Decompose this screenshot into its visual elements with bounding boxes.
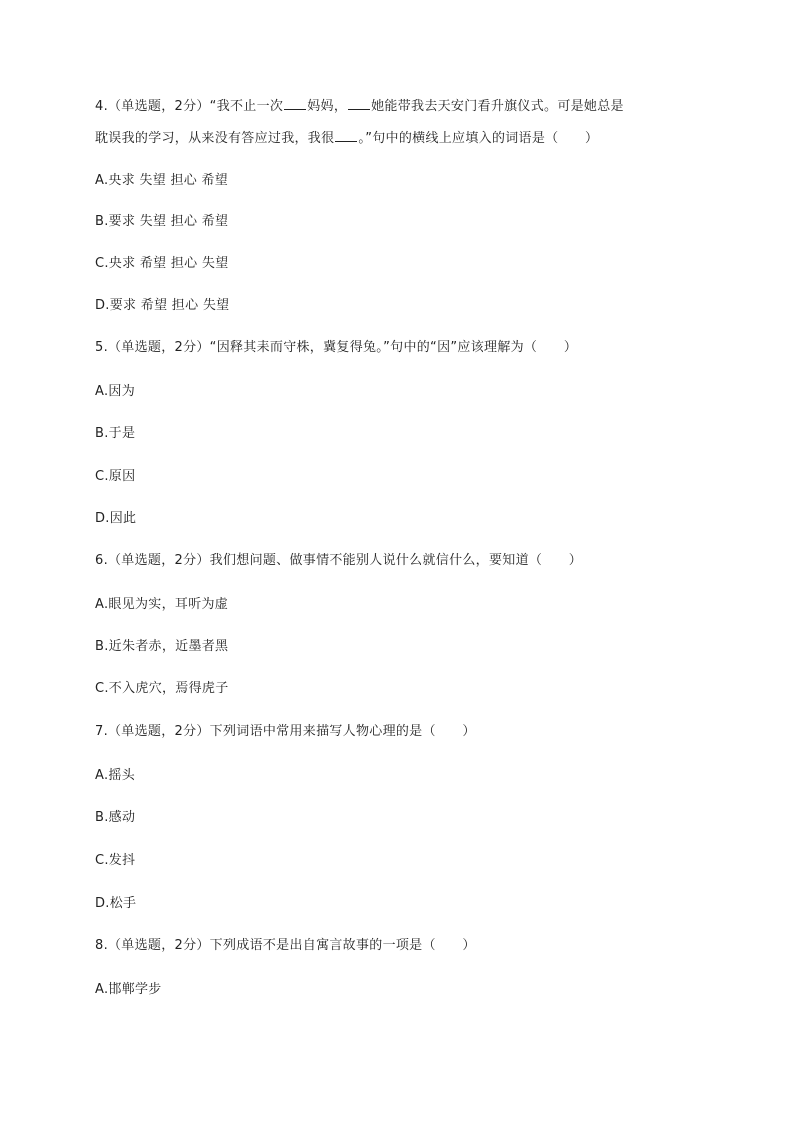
q4-option-c: C.央求 希望 担心 失望 xyxy=(95,256,229,271)
q5-option-a: A.因为 xyxy=(95,384,135,399)
q7-option-d: D.松手 xyxy=(95,896,137,911)
q4-text-part-5: 。”句中的横线上应填入的词语是（ ） xyxy=(358,131,599,146)
q5-option-d: D.因此 xyxy=(95,511,137,526)
q4-blank-2 xyxy=(348,96,370,110)
q4-option-b: B.要求 失望 担心 希望 xyxy=(95,214,229,229)
q5-option-c: C.原因 xyxy=(95,469,136,484)
q6-option-a: A.眼见为实，耳听为虚 xyxy=(95,597,229,612)
q4-text-part-2: 妈妈， xyxy=(307,99,348,114)
q4-text-part-3: 她能带我去天安门看升旗仪式。可是她总是 xyxy=(371,99,624,114)
q4-option-d: D.要求 希望 担心 失望 xyxy=(95,298,230,313)
question-8-stem: 8.（单选题，2分）下列成语不是出自寓言故事的一项是（ ） xyxy=(95,938,476,953)
q4-blank-3 xyxy=(335,128,357,142)
q6-option-b: B.近朱者赤，近墨者黑 xyxy=(95,639,229,654)
question-5-stem: 5.（单选题，2分）“因释其耒而守株，冀复得兔。”句中的“因”应该理解为（ ） xyxy=(95,340,578,355)
q7-option-b: B.感动 xyxy=(95,810,136,825)
question-7-stem: 7.（单选题，2分）下列词语中常用来描写人物心理的是（ ） xyxy=(95,724,476,739)
q4-option-a: A.央求 失望 担心 希望 xyxy=(95,173,229,188)
q4-blank-1 xyxy=(284,96,306,110)
q5-option-b: B.于是 xyxy=(95,426,136,441)
q4-text-part-1: 4.（单选题，2分）“我不止一次 xyxy=(95,99,284,114)
question-4-stem-line-1 xyxy=(95,96,624,116)
q7-option-c: C.发抖 xyxy=(95,853,136,868)
question-6-stem: 6.（单选题，2分）我们想问题、做事情不能别人说什么就信什么，要知道（ ） xyxy=(95,553,583,568)
q4-text-part-4: 耽误我的学习，从来没有答应过我，我很 xyxy=(95,131,335,146)
q8-option-a: A.邯郸学步 xyxy=(95,982,162,997)
q7-option-a: A.摇头 xyxy=(95,768,135,783)
question-4-stem-line-2 xyxy=(95,128,598,148)
q6-option-c: C.不入虎穴，焉得虎子 xyxy=(95,681,229,696)
